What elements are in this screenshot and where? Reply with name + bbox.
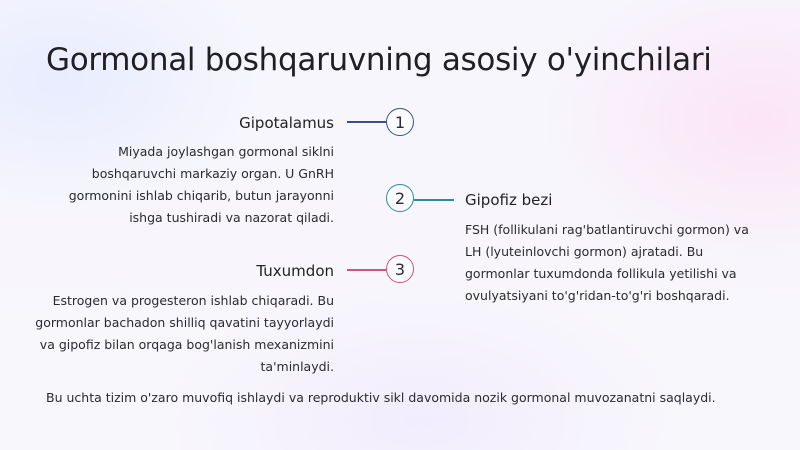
- description-line: LH (lyuteinlovchi gormon) ajratadi. Bu: [465, 244, 704, 259]
- description-line: gormonini ishlab chiqarib, butun jarayonni: [68, 188, 334, 203]
- step-2-badge: [386, 184, 414, 212]
- heading-gipofiz-bezi: Gipofiz bezi: [465, 191, 553, 209]
- description-gipotalamus: [34, 141, 334, 229]
- description-line: Estrogen va progesteron ishlab chiqaradi. Bu: [52, 293, 334, 308]
- description-line: gormonlar tuxumdonda follikula yetilishi va: [465, 266, 737, 281]
- description-line: Miyada joylashgan gormonal siklni: [118, 144, 334, 159]
- footer-summary: Bu uchta tizim o'zaro muvofiq ishlaydi va reproduktiv sikl davomida nozik gormonal muvozanatni saqlaydi.: [46, 390, 716, 405]
- description-line: ta'minlaydi.: [260, 359, 334, 374]
- connector-line-1: [347, 121, 387, 123]
- description-line: gormonlar bachadon shilliq qavatini tayyorlaydi: [35, 315, 334, 330]
- step-2-number: 2: [394, 188, 406, 208]
- description-tuxumdon: [24, 290, 334, 378]
- connector-line-2: [414, 199, 454, 201]
- description-line: FSH (follikulani rag'batlantiruvchi gormon) va: [465, 222, 749, 237]
- description-line: boshqaruvchi markaziy organ. U GnRH: [91, 166, 334, 181]
- heading-gipotalamus: Gipotalamus: [239, 114, 334, 132]
- description-line: ishga tushiradi va nazorat qiladi.: [129, 210, 334, 225]
- step-3-badge: [386, 255, 414, 283]
- connector-line-3: [347, 269, 387, 271]
- page-title: Gormonal boshqaruvning asosiy o'yinchilari: [46, 42, 712, 78]
- heading-tuxumdon: Tuxumdon: [256, 262, 334, 280]
- step-3-number: 3: [394, 259, 406, 279]
- step-1-number: 1: [394, 112, 406, 132]
- description-line: ovulyatsiyani to'g'ridan-to'g'ri boshqaradi.: [465, 288, 730, 303]
- description-gipofiz-bezi: [465, 219, 795, 307]
- description-line: va gipofiz bilan orqaga bog'lanish mexanizmini: [39, 337, 334, 352]
- step-1-badge: [386, 108, 414, 136]
